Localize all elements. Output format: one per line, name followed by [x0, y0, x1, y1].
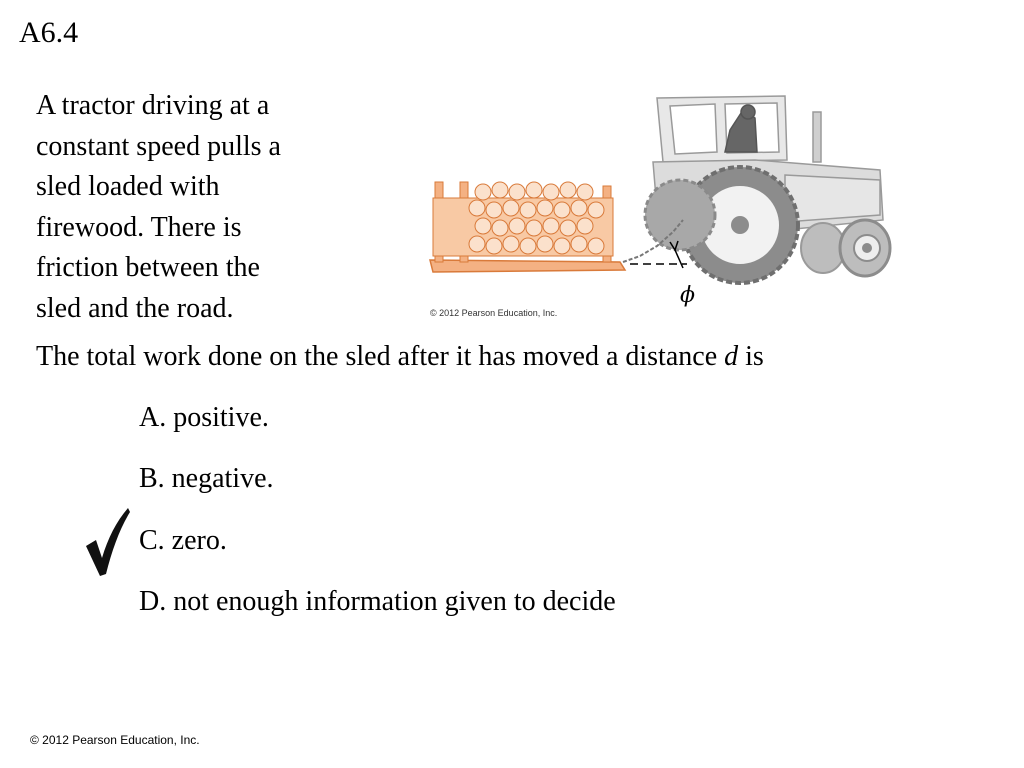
problem-line: sled loaded with [36, 171, 220, 202]
distance-variable: d [724, 341, 739, 372]
figure-credit: © 2012 Pearson Education, Inc. [430, 308, 558, 318]
sled [430, 182, 625, 272]
option-a: A. positive. [139, 402, 269, 433]
phi-label: ϕ [680, 283, 695, 308]
question-text [36, 341, 764, 373]
problem-statement [36, 86, 356, 329]
problem-line: sled and the road. [36, 292, 234, 324]
problem-line: friction between the [36, 252, 260, 283]
footer-copyright: © 2012 Pearson Education, Inc. [30, 733, 200, 747]
option-c: C. zero. [139, 525, 227, 556]
option-b: B. negative. [139, 463, 274, 494]
tractor-sled-illustration [425, 90, 895, 322]
checkmark-icon [82, 506, 132, 578]
question-text-before: The total work done on the sled after it has moved a distance [36, 341, 725, 372]
option-d: D. not enough information given to decide [139, 586, 616, 617]
front-wheel [801, 220, 890, 276]
tractor-sled-figure [425, 90, 895, 322]
problem-line: A tractor driving at a [36, 90, 270, 121]
problem-line: firewood. There is [36, 211, 242, 243]
slide-id: A6.4 [19, 16, 79, 49]
rear-wheel [645, 167, 798, 283]
question-text-after: is [738, 341, 764, 372]
problem-line: constant speed pulls a [36, 130, 281, 162]
